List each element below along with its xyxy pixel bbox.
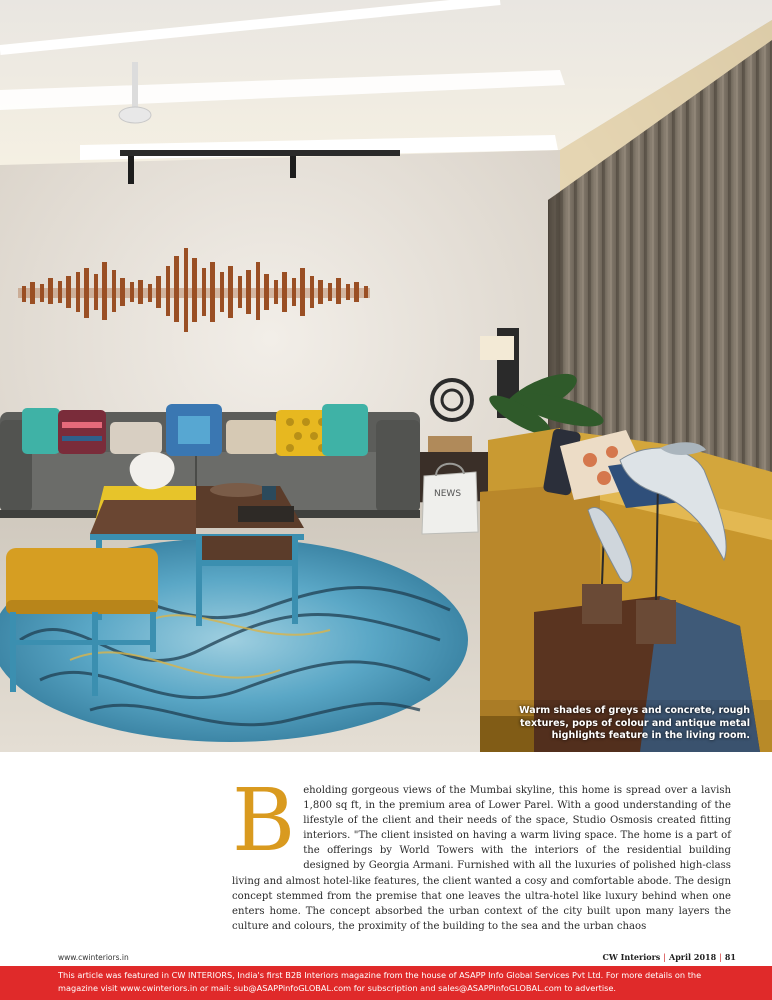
banner-line: magazine visit www.cwinteriors.in or mail: sub@ASAPPinfoGLOBAL.com for subscription and sales@ASAPPinfoGLOBAL.com to advertise.	[58, 983, 616, 993]
separator: |	[663, 953, 666, 962]
footer-url[interactable]: www.cwinteriors.in	[58, 953, 129, 962]
issue-date: April 2018	[669, 952, 717, 962]
bag-label: NEWS	[434, 489, 462, 499]
article-paragraph: eholding gorgeous views of the Mumbai skyline, this home is spread over a lavish 1,800 sq ft, in the premium area of Lower Parel. With a good understanding of the lifestyle of the client and their needs of the space, Studio Osmosis created fitting interiors. "The client insisted on having a warm living space. The home is a part of the offerings by World Towers with the interiors of the residential building designed by Georgia Armani. Furnished with all the luxuries of polished high-class living and almost hotel-like features, the client wanted a cosy and comfortable abode. The design concept stemmed from the premise that one leaves the ultra-hotel like luxury behind when one enters home. The concept absorbed the urban context of the city built upon many layers the culture and colours, the proximity of the building to the sea and the urban chaos	[232, 785, 731, 932]
banner-line: This article was featured in CW INTERIORS, India's first B2B Interiors magazine from the house of ASAPP Info Global Services Pvt Ltd. For more details on the	[58, 970, 702, 980]
caption-line: textures, pops of colour and antique metal	[520, 717, 750, 729]
drop-cap: B	[232, 771, 296, 871]
footer-banner	[0, 966, 772, 1000]
cushions	[22, 404, 368, 456]
caption-line: highlights feature in the living room.	[551, 730, 750, 741]
page-number: 81	[724, 952, 736, 962]
article-body	[232, 771, 731, 934]
footer-meta	[603, 952, 737, 962]
caption-line: Warm shades of greys and concrete, rough	[519, 705, 750, 716]
photo-caption	[480, 705, 750, 743]
magazine-name: CW Interiors	[602, 952, 661, 962]
separator: |	[719, 953, 722, 962]
